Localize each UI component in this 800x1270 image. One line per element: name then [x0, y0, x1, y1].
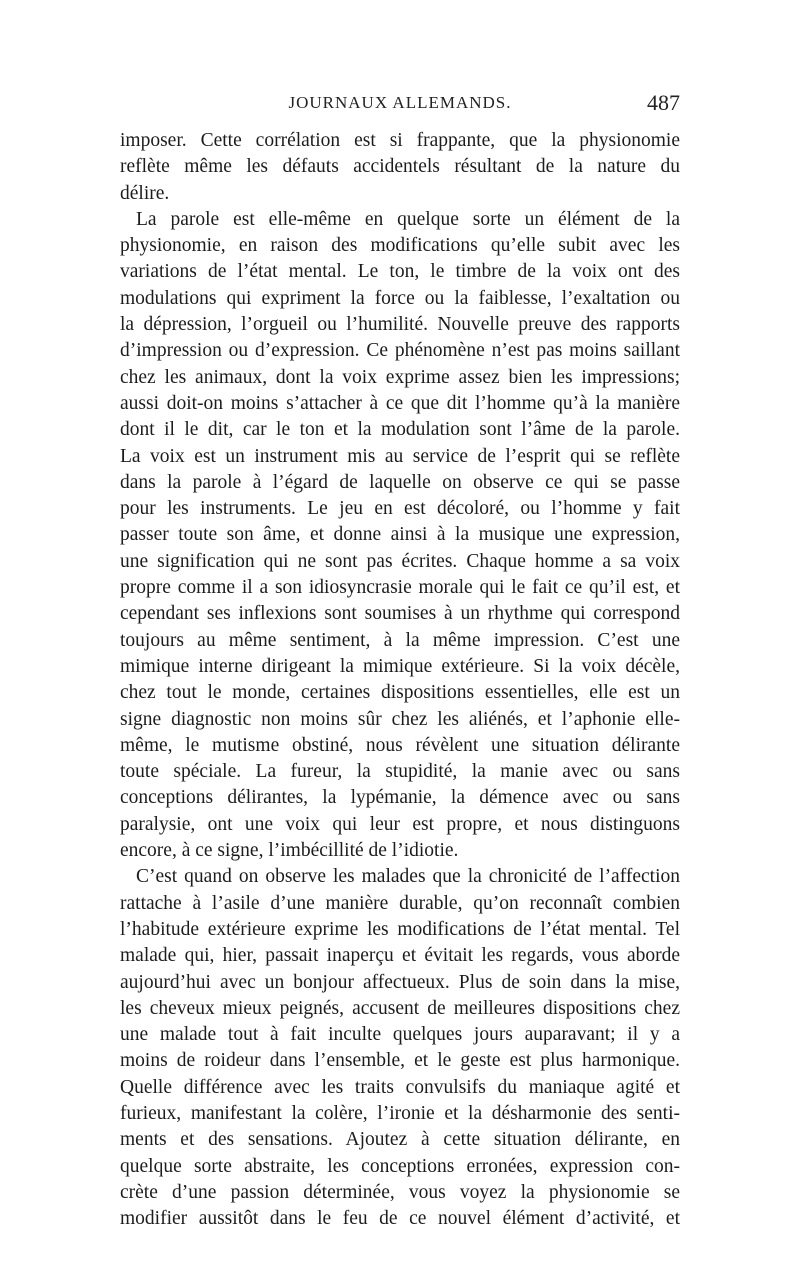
text-line: une signification qui ne sont pas écrites. Chaque homme a sa voix [120, 550, 680, 572]
text-line: une malade tout à fait inculte quelques jours auparavant; il y a [120, 1024, 680, 1046]
text-line: modulations qui expriment la force ou la faiblesse, l’exaltation ou [120, 287, 680, 309]
text-line: La voix est un instrument mis au service de l’esprit qui se reflète [120, 445, 680, 467]
running-head [120, 91, 680, 115]
text-line: C’est quand on observe les malades que la chronicité de l’affection [136, 866, 680, 888]
text-line: paralysie, ont une voix qui leur est propre, et nous distinguons [120, 813, 680, 835]
text-line: moins de roideur dans l’ensemble, et le geste est plus harmonique. [120, 1050, 680, 1072]
text-line: la dépression, l’orgueil ou l’humilité. Nouvelle preuve des rapports [120, 314, 680, 336]
text-line: malade qui, hier, passait inaperçu et évitait les regards, vous aborde [120, 945, 680, 967]
text-line: signe diagnostic non moins sûr chez les aliénés, et l’aphonie elle- [120, 708, 680, 730]
text-line: physionomie, en raison des modifications qu’elle subit avec les [120, 235, 680, 257]
text-line: crète d’une passion déterminée, vous voyez la physionomie se [120, 1181, 680, 1203]
text-line: reflète même les défauts accidentels résultant de la nature du [120, 156, 680, 178]
running-title: JOURNAUX ALLEMANDS. [288, 93, 512, 112]
text-line: Quelle différence avec les traits convulsifs du maniaque agité et [120, 1076, 680, 1098]
text-line: aussi doit-on moins s’attacher à ce que dit l’homme qu’à la manière [120, 392, 680, 414]
text-line: encore, à ce signe, l’imbécillité de l’idiotie. [120, 840, 459, 862]
text-line: d’impression ou d’expression. Ce phénomène n’est pas moins saillant [120, 340, 680, 362]
text-line: l’habitude extérieure exprime les modifications de l’état mental. Tel [120, 918, 680, 940]
text-line: ments et des sensations. Ajoutez à cette situation délirante, en [120, 1129, 680, 1151]
text-line: même, le mutisme obstiné, nous révèlent une situation délirante [120, 734, 680, 756]
text-line: les cheveux mieux peignés, accusent de meilleures dispositions chez [120, 997, 680, 1019]
text-line: propre comme il a son idiosyncrasie morale qui le fait ce qu’il est, et [120, 577, 680, 599]
text-line: chez les animaux, dont la voix exprime assez bien les impressions; [120, 366, 680, 388]
text-line: dans la parole à l’égard de laquelle on observe ce qui se passe [120, 471, 680, 493]
text-line: dont il le dit, car le ton et la modulation sont l’âme de la parole. [120, 419, 680, 441]
text-line: passer toute son âme, et donne ainsi à la musique une expression, [120, 524, 680, 546]
text-line: conceptions délirantes, la lypémanie, la démence avec ou sans [120, 787, 680, 809]
text-line: cependant ses inflexions sont soumises à un rhythme qui correspond [120, 603, 680, 625]
text-line: La parole est elle-même en quelque sorte un élément de la [136, 208, 680, 230]
text-line: rattache à l’asile d’une manière durable, qu’on reconnaît combien [120, 892, 680, 914]
page-number: 487 [647, 90, 680, 115]
text-line: pour les instruments. Le jeu en est décoloré, ou l’homme y fait [120, 498, 680, 520]
text-line: toute spéciale. La fureur, la stupidité, la manie avec ou sans [120, 761, 680, 783]
text-line: imposer. Cette corrélation est si frappante, que la physionomie [120, 130, 680, 151]
text-line: aujourd’hui avec un bonjour affectueux. Plus de soin dans la mise, [120, 971, 680, 993]
text-line: délire. [120, 182, 170, 204]
text-line: chez tout le monde, certaines dispositions essentielles, elle est un [120, 682, 680, 704]
text-line: toujours au même sentiment, à la même impression. C’est une [120, 629, 680, 651]
text-line: modifier aussitôt dans le feu de ce nouvel élément d’activité, et [120, 1208, 680, 1230]
text-line: furieux, manifestant la colère, l’ironie et la désharmonie des senti- [120, 1102, 680, 1124]
text-line [120, 1232, 680, 1258]
text-line: variations de l’état mental. Le ton, le timbre de la voix ont des [120, 261, 680, 283]
body-text [120, 128, 680, 1259]
text-line: quelque sorte abstraite, les conceptions erronées, expression con- [120, 1155, 680, 1177]
text-line: mimique interne dirigeant la mimique extérieure. Si la voix décèle, [120, 655, 680, 677]
